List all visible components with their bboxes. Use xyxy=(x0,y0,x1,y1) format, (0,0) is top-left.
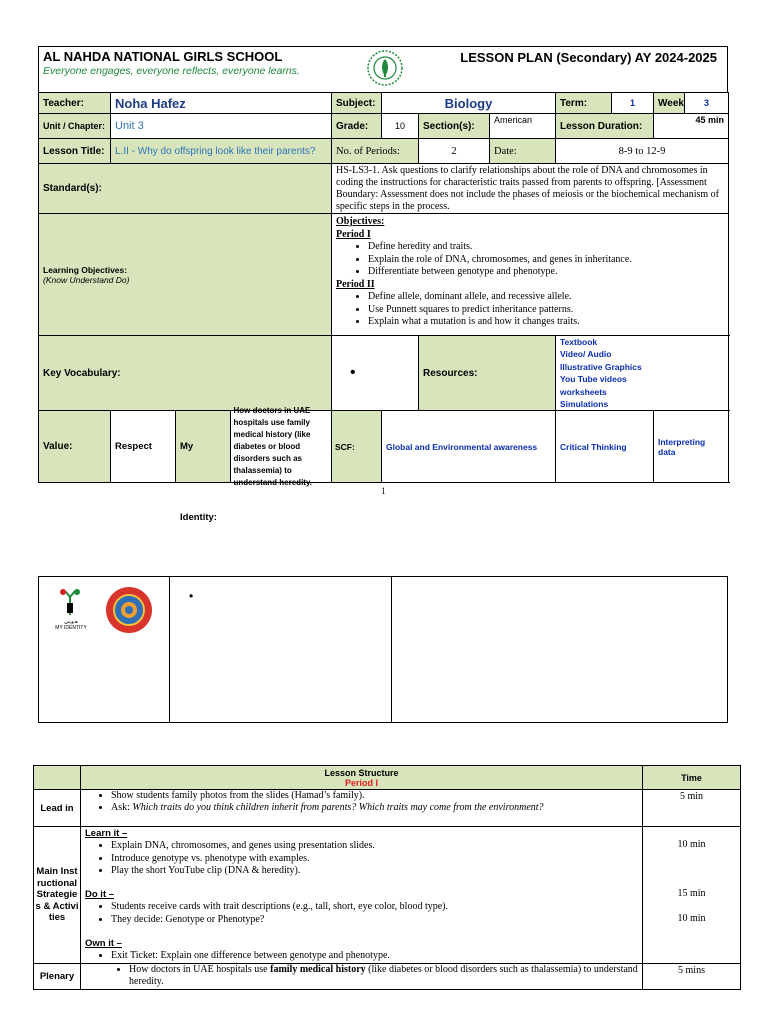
do-list xyxy=(85,901,638,926)
teacher-label: Teacher: xyxy=(39,93,111,114)
do-time-1: 15 min xyxy=(677,888,706,899)
structure-heading-cell xyxy=(81,766,643,790)
value-label: Value: xyxy=(39,411,111,483)
plan-title: LESSON PLAN (Secondary) AY 2024-2025 xyxy=(460,50,717,65)
identity-logo-caption: هـويتي MY IDENTITY xyxy=(55,619,87,631)
lead-list xyxy=(85,790,638,814)
structure-period: Period I xyxy=(344,777,378,788)
standard-label-text: Standard(s): xyxy=(43,183,102,194)
plenary-content xyxy=(81,963,643,989)
plenary-label: Plenary xyxy=(34,963,81,989)
unit-value: Unit 3 xyxy=(111,114,332,139)
main-label: Main Instructional Strategies & Activities xyxy=(34,827,81,964)
scf-critical: Critical Thinking xyxy=(556,411,654,483)
subject-label: Subject: xyxy=(332,93,382,114)
scf-label: SCF: xyxy=(332,411,382,483)
periods-label: No. of Periods: xyxy=(332,139,419,164)
resource-item: Illustrative Graphics xyxy=(560,361,642,372)
objectives-sublabel: (Know Understand Do) xyxy=(43,274,130,285)
week-label: Week xyxy=(654,93,685,114)
list-item: • Explain what a mutation is and how it changes traits. xyxy=(368,316,724,329)
standard-label xyxy=(39,164,332,214)
do-heading: Do it – xyxy=(85,889,115,901)
structure-corner xyxy=(34,766,81,790)
school-name: AL NAHDA NATIONAL GIRLS SCHOOL xyxy=(43,49,283,64)
subject-value: Biology xyxy=(382,93,556,114)
target-circle-icon xyxy=(105,586,153,634)
resources-list xyxy=(556,336,729,411)
value-text: Respect xyxy=(115,441,152,453)
lesson-title-label: Lesson Title: xyxy=(39,139,111,164)
time-header: Time xyxy=(643,766,741,790)
period1-heading: Period I xyxy=(336,228,371,240)
scf-interpreting: Interpreting data xyxy=(654,411,729,483)
list-item: • Students receive cards with trait descriptions (e.g., tall, short, eye color, blood type). xyxy=(111,901,638,913)
list-item: • Introduce genotype vs. phenotype with examples. xyxy=(111,853,638,865)
plenary-pre: How doctors in UAE hospitals use xyxy=(129,963,271,975)
section-label: Section(s): xyxy=(419,114,490,139)
resource-item: Video/ Audio xyxy=(560,349,612,360)
grade-label: Grade: xyxy=(332,114,382,139)
lead-label: Lead in xyxy=(34,790,81,827)
identity-bullet: • xyxy=(189,589,194,603)
grade-value: 10 xyxy=(382,114,419,139)
scf-global: Global and Environmental awareness xyxy=(382,411,556,483)
lead-item: • Show students family photos from the slides (Hamad’s family). xyxy=(111,790,638,802)
main-content xyxy=(81,827,643,964)
learn-heading: Learn it – xyxy=(85,828,128,839)
list-item: • Explain the role of DNA, chromosomes, and genes in inheritance. xyxy=(368,254,724,267)
value-cell xyxy=(111,405,332,524)
objectives-label-cell xyxy=(39,214,332,336)
resource-item: worksheets xyxy=(560,386,607,397)
unit-label: Unit / Chapter: xyxy=(39,114,111,139)
objectives-heading: Objectives: xyxy=(336,216,385,227)
vocab-label: Key Vocabulary: xyxy=(39,336,332,411)
list-item: • Define allele, dominant allele, and recessive allele. xyxy=(368,291,724,304)
list-item: • Differentiate between genotype and phenotype. xyxy=(368,266,724,279)
plenary-bold: family medical history xyxy=(270,963,366,975)
page-number: 1 xyxy=(381,486,386,496)
identity-text: How doctors in UAE hospitals use family medical history (like diabetes or blood disorders such as thalassemia) to understand heredity. xyxy=(233,405,313,487)
resources-label: Resources: xyxy=(419,336,556,411)
period2-list xyxy=(336,291,724,329)
section-value: American xyxy=(490,114,556,139)
school-motto: Everyone engages, everyone reflects, everyone learns. xyxy=(43,65,300,77)
lesson-info-table xyxy=(38,92,729,524)
duration-label: Lesson Duration: xyxy=(556,114,654,139)
period1-list xyxy=(336,241,724,279)
term-label: Term: xyxy=(556,93,612,114)
teacher-value: Noha Hafez xyxy=(111,93,332,114)
resource-item: Textbook xyxy=(560,337,598,347)
resource-item: You Tube videos xyxy=(560,374,627,385)
objectives-content xyxy=(332,214,729,336)
lead-ask-prefix: Ask: xyxy=(111,802,133,813)
list-item: • Play the short YouTube clip (DNA & heredity). xyxy=(111,865,638,877)
week-value: 3 xyxy=(685,93,729,114)
period2-heading: Period II xyxy=(336,278,375,290)
list-item: • Explain DNA, chromosomes, and genes using presentation slides. xyxy=(111,840,638,852)
objectives-label: Learning Objectives: xyxy=(43,264,128,275)
lead-ask-question: Which traits do you think children inherit from parents? Which traits may come from the environment? xyxy=(132,802,544,813)
plenary-time: 5 mins xyxy=(643,963,741,989)
duration-value: 45 min xyxy=(654,114,729,139)
periods-value: 2 xyxy=(419,139,490,164)
own-heading: Own it – xyxy=(85,938,122,950)
list-item: • Use Punnett squares to predict inheritance patterns. xyxy=(368,304,724,317)
standard-value: HS-LS3-1. Ask questions to clarify relationships about the role of DNA and chromosomes in coding the instructions for characteristic traits passed from parents to offspring. [Assessment Boundary: Assessment does not include the phases of meiosis or the biochemical mechanism of specific steps in the process. xyxy=(332,164,729,214)
plenary-list xyxy=(85,964,638,988)
list-item: • Define heredity and traits. xyxy=(368,241,724,254)
learn-time: 10 min xyxy=(677,839,706,850)
date-label: Date: xyxy=(490,139,556,164)
structure-heading: Lesson Structure xyxy=(324,767,399,778)
vocab-bullet: • xyxy=(350,364,356,382)
school-logo-icon xyxy=(364,49,406,87)
term-value: 1 xyxy=(612,93,654,114)
date-value: 8-9 to 12-9 xyxy=(556,139,729,164)
list-item: • Exit Ticket: Explain one difference between genotype and phenotype. xyxy=(111,950,638,962)
lead-content xyxy=(81,790,643,827)
plenary-item xyxy=(129,964,638,988)
lesson-plan-header xyxy=(38,46,728,93)
lead-time: 5 min xyxy=(643,790,741,827)
vocab-value xyxy=(332,336,419,411)
learn-list xyxy=(85,840,638,877)
lesson-structure-table xyxy=(33,765,741,990)
resource-item: Simulations xyxy=(560,399,609,410)
plenary-post: (like diabetes or blood disorders such as thalassemia) to understand heredity. xyxy=(129,963,638,987)
main-times xyxy=(643,827,741,964)
identity-box xyxy=(38,576,728,723)
lesson-title-value: L.II - Why do offspring look like their parents? xyxy=(111,139,332,164)
do-time-2: 10 min xyxy=(677,913,706,924)
own-list xyxy=(85,950,638,962)
lead-item xyxy=(111,802,638,814)
identity-label: My Identity: xyxy=(175,411,231,482)
list-item: • They decide: Genotype or Phenotype? xyxy=(111,914,638,926)
